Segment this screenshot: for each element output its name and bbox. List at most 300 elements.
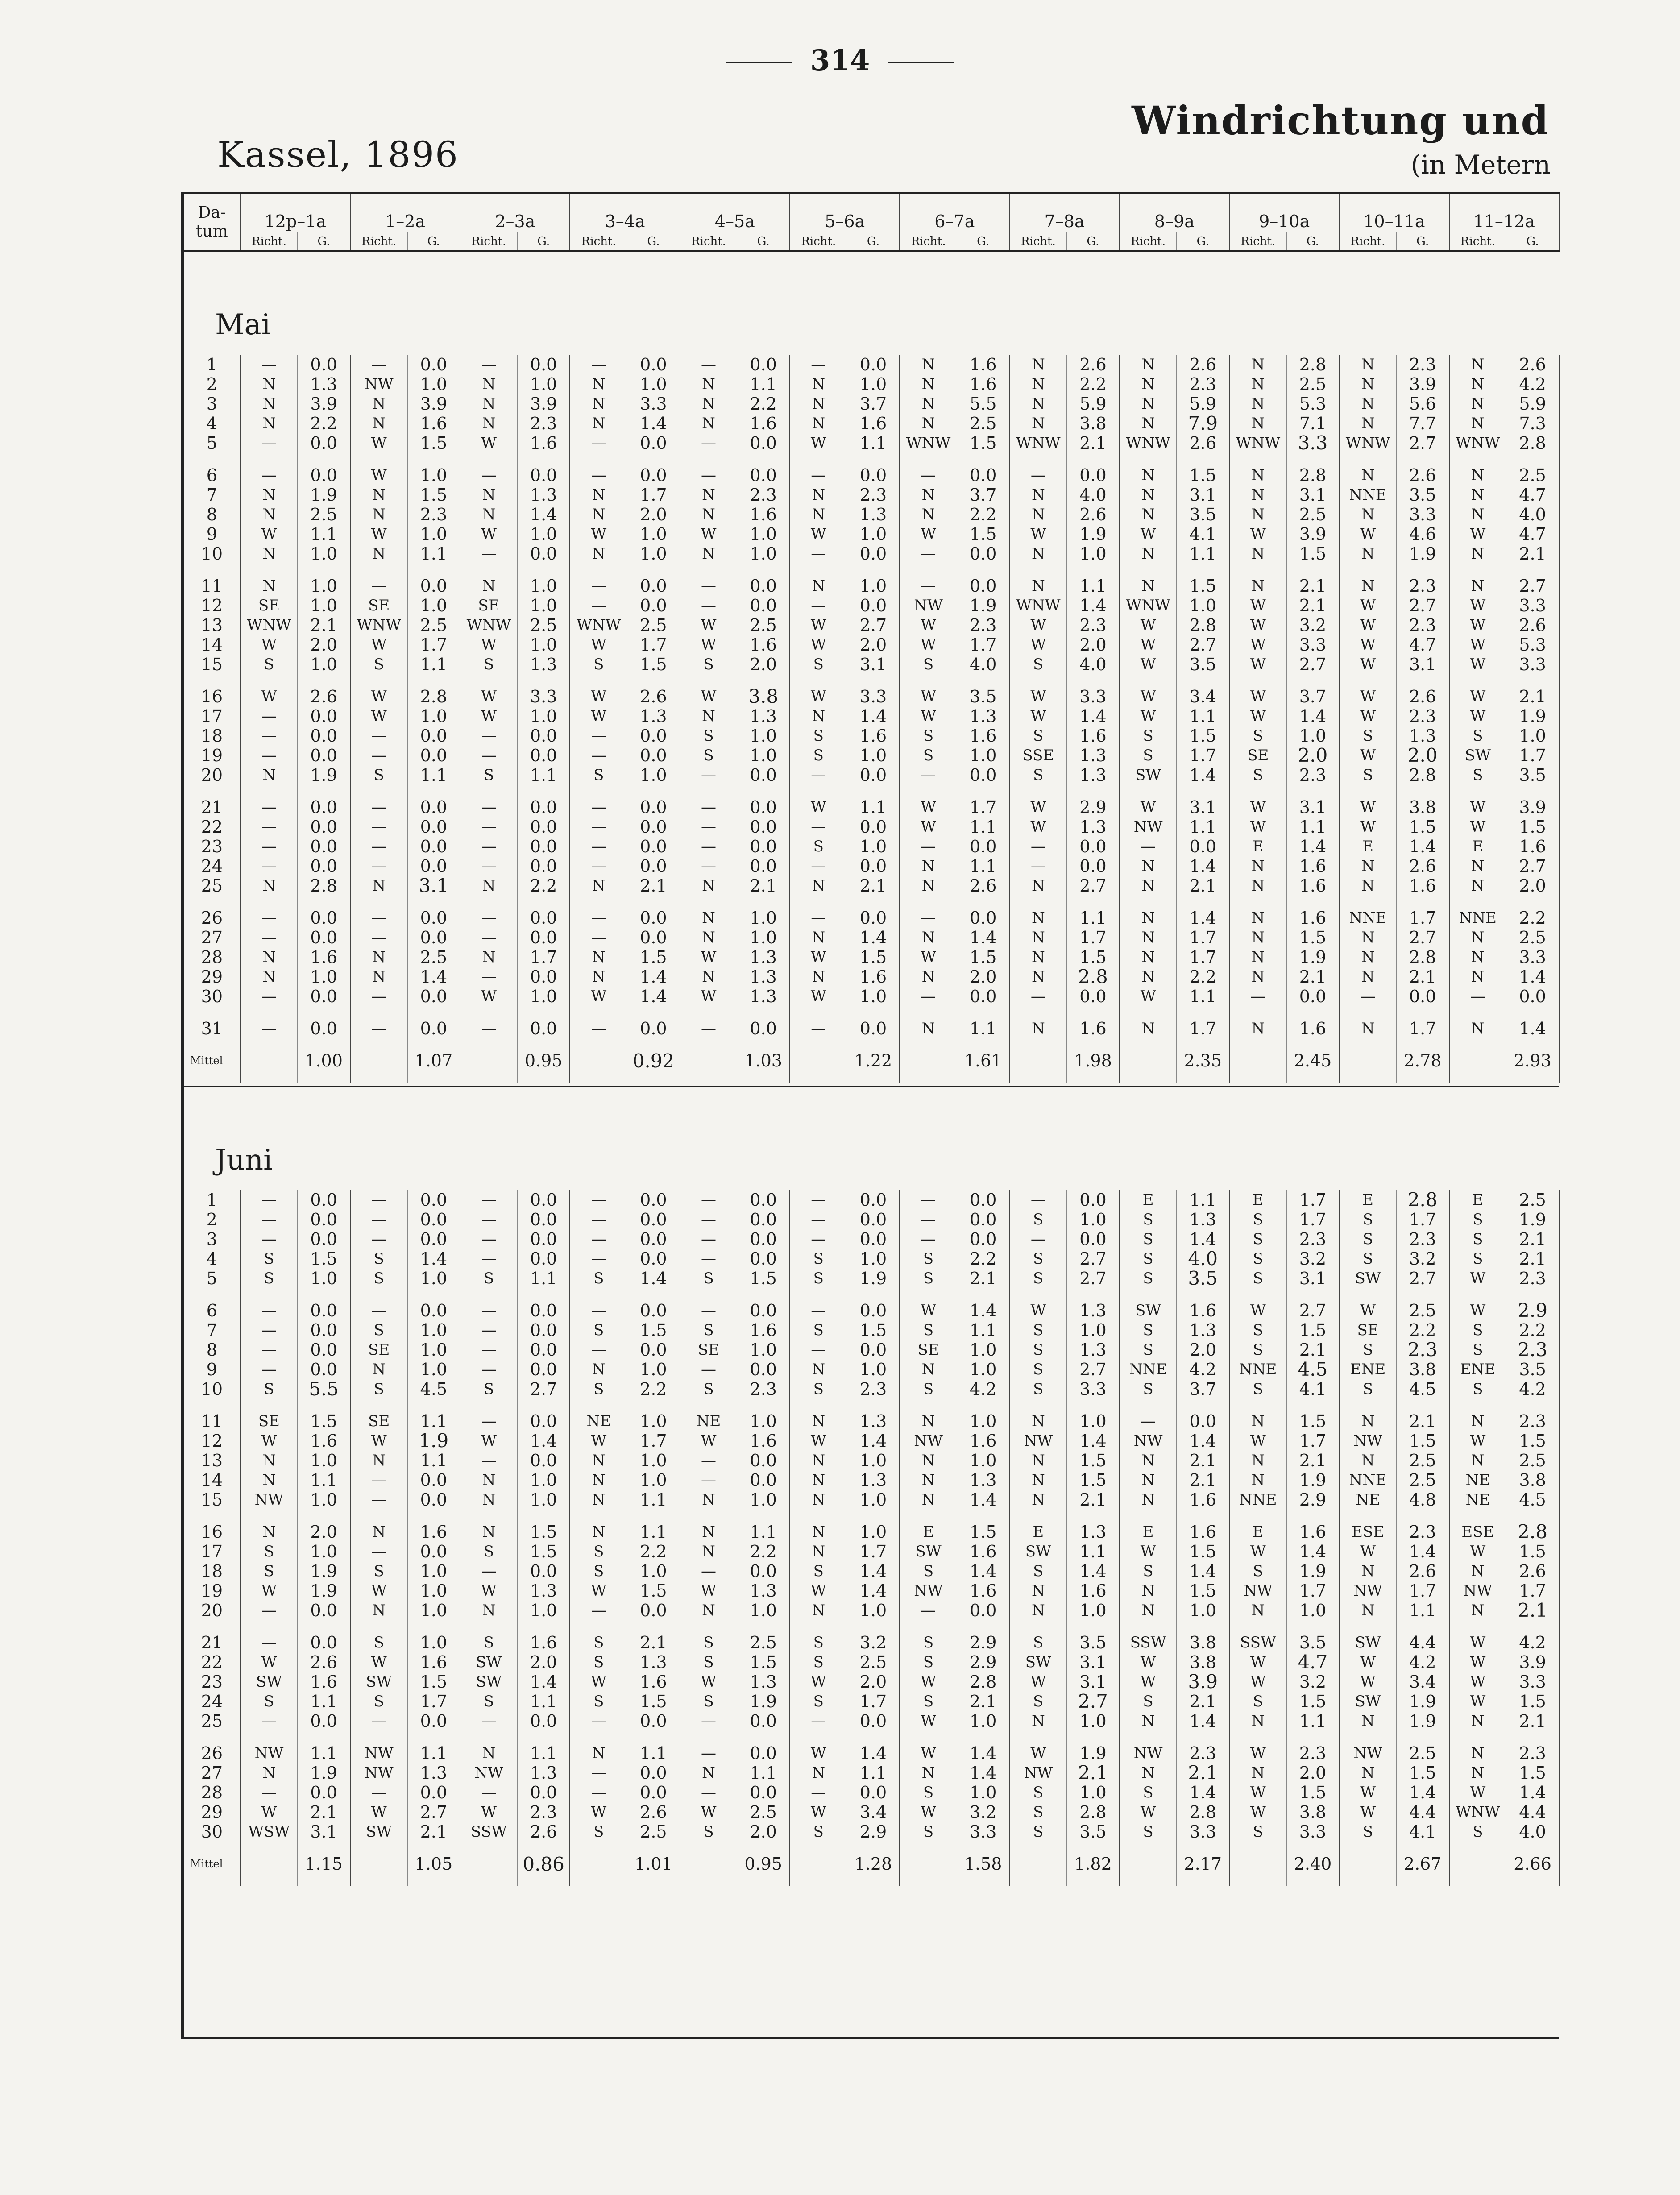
wind-table xyxy=(181,192,1560,2039)
direction-cell: NE xyxy=(1339,1490,1396,1510)
direction-cell: WNW xyxy=(1339,433,1396,453)
speed-cell: 0.0 xyxy=(407,1542,460,1561)
speed-cell: 1.0 xyxy=(627,765,680,785)
direction-cell: S xyxy=(460,765,517,785)
direction-cell: N xyxy=(570,1360,627,1379)
speed-cell: 0.0 xyxy=(1067,465,1120,485)
table-row xyxy=(183,433,1560,453)
direction-cell: WNW xyxy=(1120,596,1177,615)
direction-cell: W xyxy=(570,706,627,726)
speed-cell: 0.0 xyxy=(627,1019,680,1038)
speed-cell: 1.5 xyxy=(298,1249,350,1269)
speed-cell: 1.0 xyxy=(957,1411,1009,1431)
direction-cell: N xyxy=(900,374,957,394)
speed-cell: 0.0 xyxy=(517,1451,570,1470)
speed-cell: 3.9 xyxy=(298,394,350,414)
speed-cell: 2.6 xyxy=(1506,615,1559,635)
direction-cell: — xyxy=(570,1190,627,1210)
speed-cell: 1.0 xyxy=(627,374,680,394)
direction-cell: W xyxy=(1120,797,1177,817)
speed-cell: 3.9 xyxy=(1396,374,1449,394)
direction-cell: S xyxy=(1120,1320,1177,1340)
direction-cell: W xyxy=(1010,1301,1067,1320)
speed-cell: 2.0 xyxy=(1396,746,1449,765)
speed-cell: 1.3 xyxy=(1177,1210,1229,1229)
direction-cell: S xyxy=(570,655,627,674)
speed-cell: 3.2 xyxy=(1286,615,1339,635)
day-cell: 26 xyxy=(183,1743,241,1763)
speed-cell: 0.0 xyxy=(957,837,1009,856)
direction-cell: N xyxy=(460,374,517,394)
direction-cell: — xyxy=(790,1301,847,1320)
speed-cell: 1.0 xyxy=(407,1601,460,1620)
interval-header: 11–12a xyxy=(1449,193,1559,233)
direction-cell: S xyxy=(1229,1229,1286,1249)
mittel-value: 0.95 xyxy=(517,1038,570,1083)
speed-cell: 4.4 xyxy=(1396,1802,1449,1822)
speed-cell: 1.4 xyxy=(627,414,680,433)
speed-cell: 2.0 xyxy=(1067,635,1120,655)
speed-cell: 0.0 xyxy=(298,908,350,928)
direction-cell: W xyxy=(460,433,517,453)
speed-cell: 4.7 xyxy=(1286,1652,1339,1672)
speed-cell: 2.1 xyxy=(1177,876,1229,896)
day-cell: 27 xyxy=(183,1763,241,1783)
speed-cell: 7.1 xyxy=(1286,414,1339,433)
day-cell: 4 xyxy=(183,1249,241,1269)
speed-cell: 3.2 xyxy=(957,1802,1009,1822)
speed-cell: 2.1 xyxy=(1067,1763,1120,1783)
direction-cell: W xyxy=(1120,635,1177,655)
direction-cell: N xyxy=(790,485,847,505)
speed-cell: 1.0 xyxy=(1286,726,1339,746)
direction-cell: W xyxy=(1339,1652,1396,1672)
mittel-value: 1.15 xyxy=(298,1842,350,1886)
direction-cell: SSW xyxy=(1120,1633,1177,1652)
direction-cell: N xyxy=(1449,1561,1506,1581)
day-cell: 27 xyxy=(183,928,241,947)
table-row xyxy=(183,1763,1560,1783)
direction-cell: — xyxy=(790,908,847,928)
direction-cell: N xyxy=(1010,1490,1067,1510)
direction-cell: W xyxy=(900,1711,957,1731)
speed-cell: 0.0 xyxy=(298,1601,350,1620)
direction-cell: — xyxy=(790,355,847,374)
speed-cell: 1.0 xyxy=(1067,1601,1120,1620)
speed-cell: 2.5 xyxy=(407,947,460,967)
speed-cell: 3.3 xyxy=(1067,687,1120,706)
direction-cell: W xyxy=(790,1581,847,1601)
table-row xyxy=(183,1249,1560,1269)
direction-cell: N xyxy=(790,876,847,896)
speed-cell: 0.0 xyxy=(298,817,350,837)
day-cell: 30 xyxy=(183,1822,241,1842)
speed-cell: 1.4 xyxy=(957,1301,1009,1320)
direction-cell: N xyxy=(680,1522,737,1542)
direction-cell: W xyxy=(1010,635,1067,655)
direction-cell: W xyxy=(241,1581,298,1601)
speed-cell: 1.0 xyxy=(517,524,570,544)
direction-cell: S xyxy=(1010,1360,1067,1379)
speed-cell: 1.6 xyxy=(847,414,900,433)
direction-cell: S xyxy=(570,1320,627,1340)
speed-cell: 2.5 xyxy=(298,505,350,524)
direction-cell: W xyxy=(1449,615,1506,635)
speed-cell: 0.0 xyxy=(298,465,350,485)
speed-cell: 1.4 xyxy=(1396,1542,1449,1561)
speed-cell: 1.6 xyxy=(1177,1522,1229,1542)
speed-cell: 3.1 xyxy=(847,655,900,674)
direction-cell: S xyxy=(1120,1822,1177,1842)
speed-cell: 1.0 xyxy=(1067,1783,1120,1802)
direction-cell: N xyxy=(680,967,737,987)
direction-cell: N xyxy=(1120,928,1177,947)
direction-cell: S xyxy=(680,1633,737,1652)
direction-cell: W xyxy=(1449,635,1506,655)
speed-cell: 0.0 xyxy=(517,1320,570,1340)
speed-cell: 1.0 xyxy=(298,1451,350,1470)
speed-cell: 1.1 xyxy=(957,1019,1009,1038)
direction-cell: — xyxy=(680,1210,737,1229)
direction-cell: W xyxy=(900,524,957,544)
speed-cell: 1.0 xyxy=(847,1451,900,1470)
speed-cell: 3.8 xyxy=(1396,797,1449,817)
direction-cell: — xyxy=(570,1711,627,1731)
direction-cell: W xyxy=(1010,706,1067,726)
speed-cell: 0.0 xyxy=(847,1019,900,1038)
speed-cell: 2.1 xyxy=(1177,1470,1229,1490)
direction-cell: N xyxy=(350,1451,407,1470)
direction-cell: W xyxy=(900,635,957,655)
direction-cell: WNW xyxy=(1120,433,1177,453)
mittel-value: 1.03 xyxy=(737,1038,790,1083)
speed-cell: 1.4 xyxy=(407,1249,460,1269)
speed-cell: 1.0 xyxy=(1067,1711,1120,1731)
direction-cell: — xyxy=(1010,856,1067,876)
speed-cell: 2.6 xyxy=(298,687,350,706)
direction-cell: W xyxy=(1120,655,1177,674)
direction-cell: N xyxy=(1449,1411,1506,1431)
direction-cell: S xyxy=(1229,1379,1286,1399)
speed-cell: 3.2 xyxy=(1286,1672,1339,1692)
day-cell: 8 xyxy=(183,505,241,524)
speed-cell: 2.7 xyxy=(517,1379,570,1399)
direction-cell: — xyxy=(570,596,627,615)
speed-cell: 0.0 xyxy=(847,1301,900,1320)
speed-cell: 1.1 xyxy=(847,797,900,817)
direction-cell: NW xyxy=(1339,1581,1396,1601)
speed-cell: 1.5 xyxy=(627,1320,680,1340)
direction-cell: — xyxy=(1339,987,1396,1006)
direction-cell: N xyxy=(570,1451,627,1470)
speed-cell: 1.0 xyxy=(298,967,350,987)
mittel-row xyxy=(183,1038,1560,1083)
day-cell: 23 xyxy=(183,837,241,856)
direction-cell: SW xyxy=(1120,1301,1177,1320)
speed-cell: 3.1 xyxy=(1177,485,1229,505)
direction-cell: W xyxy=(1339,1542,1396,1561)
speed-cell: 1.6 xyxy=(1067,1019,1120,1038)
speed-cell: 3.1 xyxy=(1396,655,1449,674)
direction-cell: — xyxy=(900,465,957,485)
direction-cell: N xyxy=(680,706,737,726)
speed-cell: 7.9 xyxy=(1177,414,1229,433)
direction-cell: NNE xyxy=(1229,1360,1286,1379)
speed-cell: 2.5 xyxy=(1396,1451,1449,1470)
speed-cell: 1.4 xyxy=(1396,837,1449,856)
speed-cell: 2.0 xyxy=(737,1822,790,1842)
speed-cell: 2.3 xyxy=(737,1379,790,1399)
speed-cell: 3.1 xyxy=(298,1822,350,1842)
day-cell: 2 xyxy=(183,374,241,394)
speed-cell: 0.0 xyxy=(1177,837,1229,856)
direction-cell: — xyxy=(900,837,957,856)
direction-cell: N xyxy=(900,876,957,896)
speed-cell: 1.4 xyxy=(1177,1561,1229,1581)
speed-cell: 1.6 xyxy=(1286,1522,1339,1542)
speed-cell: 2.0 xyxy=(1506,876,1559,896)
direction-cell: S xyxy=(1339,1340,1396,1360)
direction-cell: — xyxy=(241,1711,298,1731)
speed-cell: 1.3 xyxy=(1067,746,1120,765)
speed-cell: 1.6 xyxy=(1506,837,1559,856)
direction-cell: SW xyxy=(1339,1269,1396,1288)
speed-cell: 1.1 xyxy=(957,856,1009,876)
speed-cell: 3.8 xyxy=(1067,414,1120,433)
direction-cell: — xyxy=(350,908,407,928)
speed-cell: 1.1 xyxy=(298,1470,350,1490)
direction-cell: N xyxy=(350,414,407,433)
month-label: Juni xyxy=(215,1144,273,1177)
direction-cell: NNE xyxy=(1339,1470,1396,1490)
speed-cell: 1.7 xyxy=(1286,1581,1339,1601)
speed-cell: 1.3 xyxy=(737,1672,790,1692)
direction-cell: W xyxy=(460,1581,517,1601)
direction-cell: N xyxy=(350,967,407,987)
speed-cell: 0.0 xyxy=(517,1561,570,1581)
direction-cell: N xyxy=(1120,355,1177,374)
interval-header: 3–4a xyxy=(570,193,680,233)
interval-header: 8–9a xyxy=(1120,193,1229,233)
direction-cell: W xyxy=(460,1431,517,1451)
direction-cell: NW xyxy=(1010,1763,1067,1783)
speed-cell: 1.0 xyxy=(298,544,350,564)
speed-cell: 2.7 xyxy=(1396,596,1449,615)
speed-cell: 0.0 xyxy=(298,1360,350,1379)
speed-cell: 1.7 xyxy=(847,1692,900,1711)
speed-cell: 0.0 xyxy=(517,1301,570,1320)
speed-cell: 2.0 xyxy=(847,1672,900,1692)
direction-cell: N xyxy=(900,1490,957,1510)
speed-cell: 4.2 xyxy=(1506,374,1559,394)
direction-cell: NW xyxy=(350,374,407,394)
speed-cell: 1.0 xyxy=(847,1522,900,1542)
direction-cell: — xyxy=(241,1210,298,1229)
speed-cell: 1.1 xyxy=(407,544,460,564)
direction-cell: — xyxy=(680,1301,737,1320)
speed-cell: 0.0 xyxy=(737,856,790,876)
direction-cell: N xyxy=(1010,576,1067,596)
direction-cell: W xyxy=(570,1431,627,1451)
speed-cell: 0.0 xyxy=(737,837,790,856)
table-row xyxy=(183,1711,1560,1731)
direction-cell: N xyxy=(900,1451,957,1470)
speed-cell: 0.0 xyxy=(407,1470,460,1490)
direction-cell: — xyxy=(460,1190,517,1210)
speed-cell: 1.3 xyxy=(1067,765,1120,785)
direction-cell: — xyxy=(460,928,517,947)
direction-cell: SW xyxy=(1010,1652,1067,1672)
speed-cell: 2.3 xyxy=(737,485,790,505)
speed-cell: 2.6 xyxy=(627,687,680,706)
speed-cell: 0.0 xyxy=(1067,1229,1120,1249)
direction-cell: — xyxy=(460,817,517,837)
speed-cell: 2.6 xyxy=(517,1822,570,1842)
direction-cell: S xyxy=(790,746,847,765)
speed-cell: 1.4 xyxy=(847,1743,900,1763)
direction-cell: WNW xyxy=(1229,433,1286,453)
direction-cell: — xyxy=(241,908,298,928)
direction-cell: S xyxy=(1010,1249,1067,1269)
day-cell: 22 xyxy=(183,1652,241,1672)
speed-cell: 1.0 xyxy=(407,1269,460,1288)
direction-cell: — xyxy=(241,1783,298,1802)
speed-cell: 1.4 xyxy=(1506,967,1559,987)
direction-cell: S xyxy=(460,1379,517,1399)
speed-cell: 1.3 xyxy=(737,706,790,726)
speed-cell: 0.0 xyxy=(298,797,350,817)
direction-cell: W xyxy=(241,687,298,706)
direction-cell: S xyxy=(1010,655,1067,674)
table-row xyxy=(183,544,1560,564)
direction-cell: S xyxy=(900,746,957,765)
speed-cell: 1.7 xyxy=(1177,1019,1229,1038)
speed-cell: 2.3 xyxy=(1396,355,1449,374)
speed-cell: 1.1 xyxy=(1177,987,1229,1006)
speed-cell: 0.0 xyxy=(847,1340,900,1360)
speed-cell: 1.7 xyxy=(1067,928,1120,947)
direction-cell: S xyxy=(1010,1210,1067,1229)
speed-cell: 1.4 xyxy=(957,1743,1009,1763)
page-number-dash-right xyxy=(888,62,954,63)
direction-cell: S xyxy=(900,1249,957,1269)
mittel-value: 2.40 xyxy=(1286,1842,1339,1886)
speed-cell: 0.0 xyxy=(517,1249,570,1269)
speed-cell: 2.6 xyxy=(1067,355,1120,374)
direction-cell: S xyxy=(790,1269,847,1288)
speed-cell: 1.5 xyxy=(1067,947,1120,967)
speed-cell: 2.9 xyxy=(957,1652,1009,1672)
speed-cell: 2.1 xyxy=(1177,1692,1229,1711)
direction-cell: SE xyxy=(460,596,517,615)
direction-cell: SW xyxy=(460,1652,517,1672)
group-gap xyxy=(183,453,1560,465)
direction-cell: — xyxy=(680,1229,737,1249)
direction-cell: NW xyxy=(1339,1743,1396,1763)
direction-cell: N xyxy=(900,1470,957,1490)
speed-cell: 1.1 xyxy=(847,433,900,453)
speed-cell: 2.3 xyxy=(1396,1229,1449,1249)
speed-cell: 1.6 xyxy=(737,1320,790,1340)
day-cell: 20 xyxy=(183,1601,241,1620)
direction-cell: N xyxy=(1010,928,1067,947)
direction-cell: — xyxy=(1120,837,1177,856)
direction-cell: W xyxy=(350,465,407,485)
direction-cell: — xyxy=(241,837,298,856)
speed-cell: 0.0 xyxy=(737,1190,790,1210)
direction-cell: N xyxy=(680,1542,737,1561)
mittel-row xyxy=(183,1842,1560,1886)
speed-cell: 1.4 xyxy=(1177,765,1229,785)
direction-cell: N xyxy=(1229,1451,1286,1470)
direction-cell: N xyxy=(350,947,407,967)
direction-cell: N xyxy=(790,1451,847,1470)
direction-cell: — xyxy=(1010,837,1067,856)
speed-cell: 0.0 xyxy=(957,987,1009,1006)
speed-cell: 0.0 xyxy=(517,1360,570,1379)
group-gap xyxy=(183,1288,1560,1301)
speed-cell: 1.4 xyxy=(847,928,900,947)
direction-cell: N xyxy=(900,394,957,414)
direction-cell: N xyxy=(1229,1470,1286,1490)
day-cell: 10 xyxy=(183,1379,241,1399)
direction-cell: WSW xyxy=(241,1822,298,1842)
direction-cell: N xyxy=(680,374,737,394)
speed-cell: 1.0 xyxy=(737,928,790,947)
speed-cell: 2.5 xyxy=(737,1633,790,1652)
speed-cell: 1.0 xyxy=(1067,1320,1120,1340)
speed-cell: 3.3 xyxy=(1506,596,1559,615)
speed-cell: 1.0 xyxy=(737,1411,790,1431)
direction-cell: — xyxy=(350,355,407,374)
speed-cell: 1.0 xyxy=(627,1411,680,1431)
day-cell: 15 xyxy=(183,655,241,674)
direction-cell: N xyxy=(1339,947,1396,967)
direction-cell: N xyxy=(1010,414,1067,433)
direction-cell: — xyxy=(350,726,407,746)
richt-header: Richt. xyxy=(900,232,957,251)
table-row xyxy=(183,947,1560,967)
direction-cell: SW xyxy=(1339,1633,1396,1652)
direction-cell: W xyxy=(1449,687,1506,706)
direction-cell: S xyxy=(1010,1320,1067,1340)
speed-cell: 2.1 xyxy=(1286,1340,1339,1360)
direction-cell: S xyxy=(350,655,407,674)
speed-cell: 4.0 xyxy=(1067,655,1120,674)
speed-cell: 1.3 xyxy=(1067,817,1120,837)
speed-cell: 2.5 xyxy=(1286,374,1339,394)
g-header: G. xyxy=(517,232,570,251)
speed-cell: 2.5 xyxy=(847,1652,900,1672)
speed-cell: 2.3 xyxy=(1067,615,1120,635)
speed-cell: 0.0 xyxy=(627,1229,680,1249)
speed-cell: 0.0 xyxy=(407,856,460,876)
direction-cell: — xyxy=(350,576,407,596)
direction-cell: — xyxy=(790,596,847,615)
direction-cell: W xyxy=(1229,1783,1286,1802)
speed-cell: 1.5 xyxy=(1177,1581,1229,1601)
speed-cell: 1.6 xyxy=(407,414,460,433)
direction-cell: — xyxy=(790,1229,847,1249)
speed-cell: 1.0 xyxy=(1067,544,1120,564)
direction-cell: N xyxy=(680,1601,737,1620)
speed-cell: 1.0 xyxy=(847,1360,900,1379)
speed-cell: 2.0 xyxy=(1286,746,1339,765)
speed-cell: 1.0 xyxy=(737,746,790,765)
direction-cell: W xyxy=(241,635,298,655)
direction-cell: N xyxy=(1449,1601,1506,1620)
table-filler xyxy=(183,1886,1560,2038)
